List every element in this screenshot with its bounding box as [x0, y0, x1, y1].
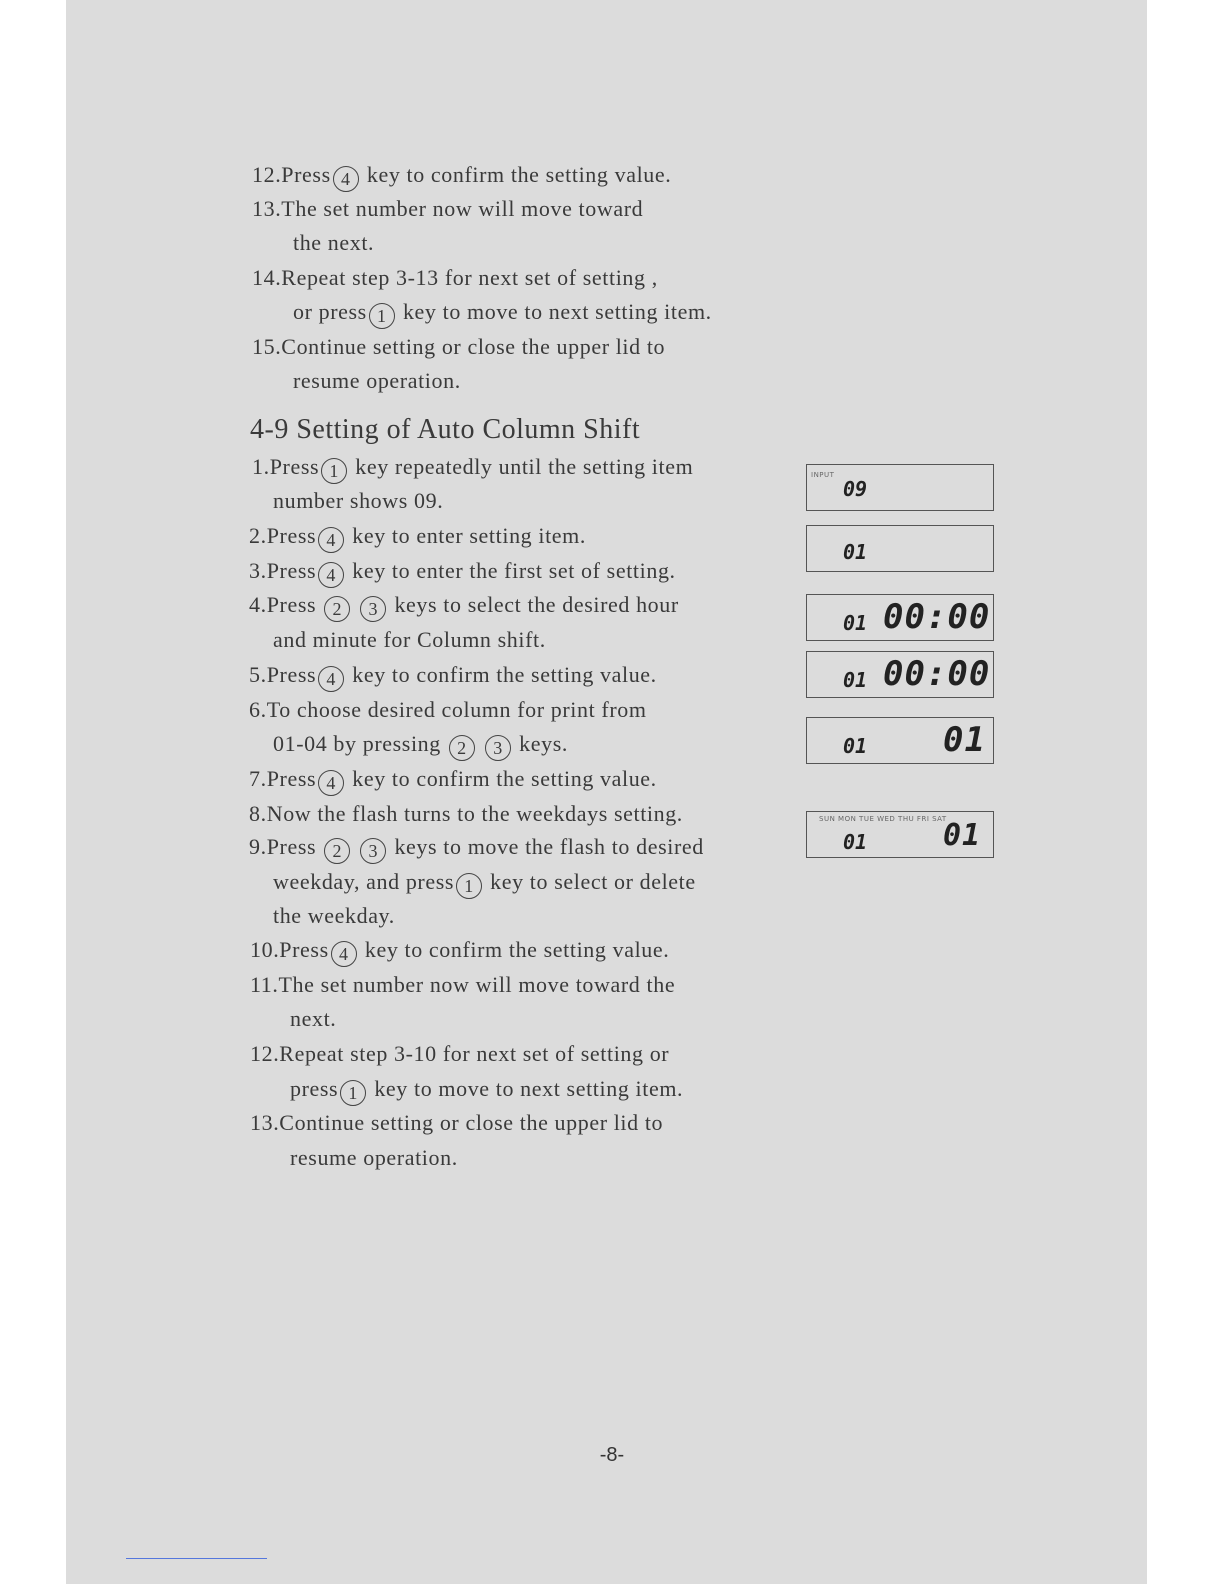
step-12-cont — [290, 1076, 683, 1106]
step-text: keys to move the flash to desired — [388, 834, 704, 859]
prev-step-13: 13.The set number now will move toward — [252, 196, 644, 221]
step-8: 8.Now the flash turns to the weekdays setting. — [249, 801, 683, 826]
step-9 — [249, 834, 704, 864]
lcd-weekdays: SUN MON TUE WED THU FRI SAT — [819, 815, 947, 823]
step-text: press — [290, 1076, 339, 1101]
step-text: 7.Press — [249, 766, 317, 791]
lcd-column: 01 — [943, 818, 982, 853]
step-11: 11.The set number now will move toward the — [250, 972, 676, 997]
key-icon: 1 — [340, 1080, 366, 1106]
step-text: 01-04 by pressing — [273, 731, 447, 756]
lcd-set-number: 01 — [843, 830, 868, 854]
lcd-value: 01 — [843, 540, 868, 564]
key-icon: 2 — [324, 838, 350, 864]
step-text: or press — [293, 299, 367, 324]
section-title: 4-9 Setting of Auto Column Shift — [250, 414, 641, 445]
step-5 — [249, 662, 657, 692]
step-text: key to select or delete — [484, 869, 696, 894]
key-icon: 4 — [333, 166, 359, 192]
key-icon: 4 — [318, 527, 344, 553]
step-text: 9.Press — [249, 834, 323, 859]
lcd-time: 00:00 — [883, 597, 991, 637]
key-icon: 3 — [485, 735, 511, 761]
page-number: -8- — [599, 1444, 625, 1466]
step-text: 1.Press — [252, 454, 320, 479]
step-6: 6.To choose desired column for print from — [249, 697, 647, 722]
key-icon: 1 — [369, 303, 395, 329]
prev-step-14-cont — [293, 299, 712, 329]
step-4 — [249, 592, 679, 622]
step-text: 12.Press — [252, 162, 331, 187]
lcd-time: 00:00 — [883, 654, 991, 694]
step-text: 2.Press — [249, 523, 317, 548]
lcd-label: INPUT — [811, 471, 835, 479]
key-icon: 2 — [324, 596, 350, 622]
step-text: weekday, and press — [273, 869, 455, 894]
key-icon: 4 — [331, 941, 357, 967]
step-text: key to confirm the setting value. — [358, 937, 670, 962]
step-text: 5.Press — [249, 662, 317, 687]
prev-step-15-cont: resume operation. — [293, 368, 461, 393]
lcd-display-column — [806, 717, 994, 764]
step-1-cont: number shows 09. — [273, 488, 444, 513]
step-11-cont: next. — [290, 1006, 337, 1031]
lcd-display-set — [806, 525, 994, 572]
lcd-set-number: 01 — [843, 734, 868, 758]
key-icon: 3 — [360, 838, 386, 864]
key-icon: 4 — [318, 770, 344, 796]
step-12: 12.Repeat step 3-10 for next set of setting or — [250, 1041, 670, 1066]
prev-step-14: 14.Repeat step 3-13 for next set of setting , — [252, 265, 658, 290]
prev-step-12 — [252, 162, 671, 192]
step-text: keys. — [513, 731, 568, 756]
lcd-display-item — [806, 464, 994, 511]
step-13-cont: resume operation. — [290, 1145, 458, 1170]
step-text: key to confirm the setting value. — [346, 662, 657, 687]
prev-step-13-cont: the next. — [293, 230, 375, 255]
step-text: keys to select the desired hour — [388, 592, 679, 617]
step-9-cont2: the weekday. — [273, 903, 395, 928]
step-text: key repeatedly until the setting item — [349, 454, 694, 479]
key-icon: 4 — [318, 562, 344, 588]
step-9-cont — [273, 869, 696, 899]
key-icon: 4 — [318, 666, 344, 692]
step-text: key to enter the first set of setting. — [346, 558, 676, 583]
lcd-display-time-hour — [806, 594, 994, 641]
lcd-set-number: 01 — [843, 668, 868, 692]
lcd-column: 01 — [943, 720, 986, 760]
step-6-cont — [273, 731, 568, 761]
key-icon: 3 — [360, 596, 386, 622]
footer-link-underline — [126, 1558, 267, 1559]
step-13: 13.Continue setting or close the upper lid to — [250, 1110, 664, 1135]
step-text: key to move to next setting item. — [396, 299, 712, 324]
lcd-display-weekday — [806, 811, 994, 858]
lcd-set-number: 01 — [843, 611, 868, 635]
step-text: key to confirm the setting value. — [346, 766, 657, 791]
key-icon: 1 — [321, 458, 347, 484]
step-text: key to move to next setting item. — [368, 1076, 684, 1101]
step-7 — [249, 766, 657, 796]
key-icon: 2 — [449, 735, 475, 761]
step-1 — [252, 454, 693, 484]
step-text: key to enter setting item. — [346, 523, 586, 548]
step-3 — [249, 558, 676, 588]
prev-step-15: 15.Continue setting or close the upper lid to — [252, 334, 666, 359]
step-10 — [250, 937, 669, 967]
step-text: key to confirm the setting value. — [360, 162, 672, 187]
step-text: 3.Press — [249, 558, 317, 583]
step-text: 4.Press — [249, 592, 323, 617]
lcd-value: 09 — [843, 477, 868, 501]
step-text: 10.Press — [250, 937, 329, 962]
step-4-cont: and minute for Column shift. — [273, 627, 546, 652]
lcd-display-time-minute — [806, 651, 994, 698]
key-icon: 1 — [456, 873, 482, 899]
step-2 — [249, 523, 586, 553]
